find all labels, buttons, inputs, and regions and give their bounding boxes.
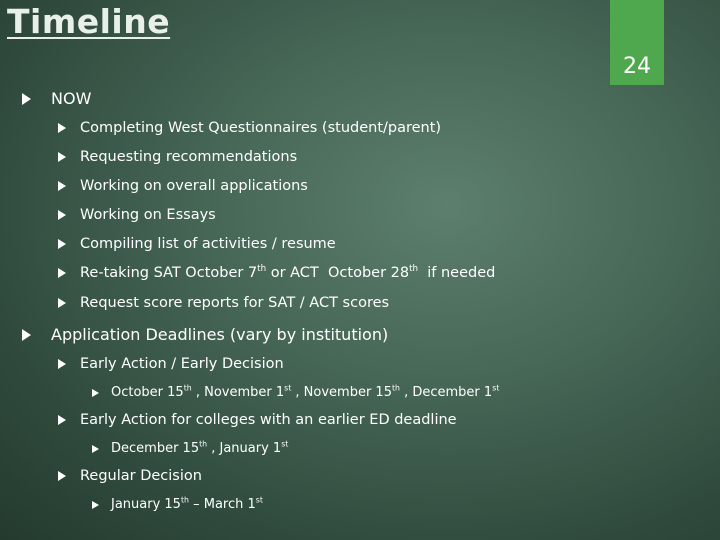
bullet-recommendations <box>58 149 297 165</box>
bullet-applications <box>58 178 308 194</box>
bullet-text: Requesting recommendations <box>80 149 298 165</box>
bullet-score-reports <box>58 295 389 311</box>
bullet-regular-dates <box>92 497 263 512</box>
bullet-text: NOW <box>51 89 92 108</box>
bullet-arrow-icon <box>22 329 31 341</box>
bullet-text: Working on Essays <box>80 207 216 223</box>
bullet-arrow-icon <box>92 389 99 397</box>
bullet-arrow-icon <box>58 210 66 220</box>
bullet-text: October 15th , November 1st , November 15th , December 1st <box>111 383 500 400</box>
bullet-now <box>22 89 91 108</box>
bullet-ea-earlier-dates <box>92 441 288 456</box>
bullet-essays <box>58 207 216 223</box>
bullet-retake <box>58 265 495 281</box>
bullet-arrow-icon <box>58 359 66 369</box>
bullet-deadlines <box>22 325 388 344</box>
bullet-arrow-icon <box>58 415 66 425</box>
bullet-text: Application Deadlines (vary by institution) <box>51 325 389 344</box>
bullet-text: Compiling list of activities / resume <box>80 236 336 252</box>
bullet-arrow-icon <box>58 298 66 308</box>
bullet-text: Request score reports for SAT / ACT scores <box>80 295 390 311</box>
slide-title: Timeline <box>7 2 171 41</box>
bullet-ea-dates <box>92 385 499 400</box>
bullet-text: Working on overall applications <box>80 178 308 194</box>
bullet-arrow-icon <box>58 471 66 481</box>
bullet-questionnaires <box>58 120 441 136</box>
bullet-regular <box>58 468 202 484</box>
bullet-text: December 15th , January 1st <box>111 439 289 456</box>
bullet-arrow-icon <box>58 123 66 133</box>
bullet-arrow-icon <box>58 181 66 191</box>
bullet-arrow-icon <box>92 445 99 453</box>
bullet-early-action <box>58 356 284 372</box>
bullet-activities <box>58 236 336 252</box>
page-number: 24 <box>623 54 651 79</box>
page-number-tab <box>610 0 664 85</box>
bullet-text: Re-taking SAT October 7th or ACT October 28th if needed <box>80 264 496 281</box>
bullet-arrow-icon <box>22 93 31 105</box>
bullet-arrow-icon <box>58 268 66 278</box>
bullet-text: Completing West Questionnaires (student/parent) <box>80 120 442 136</box>
bullet-text: Early Action / Early Decision <box>80 356 284 372</box>
bullet-text: Early Action for colleges with an earlier ED deadline <box>80 412 457 428</box>
bullet-text: January 15th – March 1st <box>111 495 263 512</box>
bullet-text: Regular Decision <box>80 468 202 484</box>
bullet-arrow-icon <box>58 152 66 162</box>
bullet-ea-earlier <box>58 412 457 428</box>
bullet-arrow-icon <box>92 501 99 509</box>
bullet-arrow-icon <box>58 239 66 249</box>
